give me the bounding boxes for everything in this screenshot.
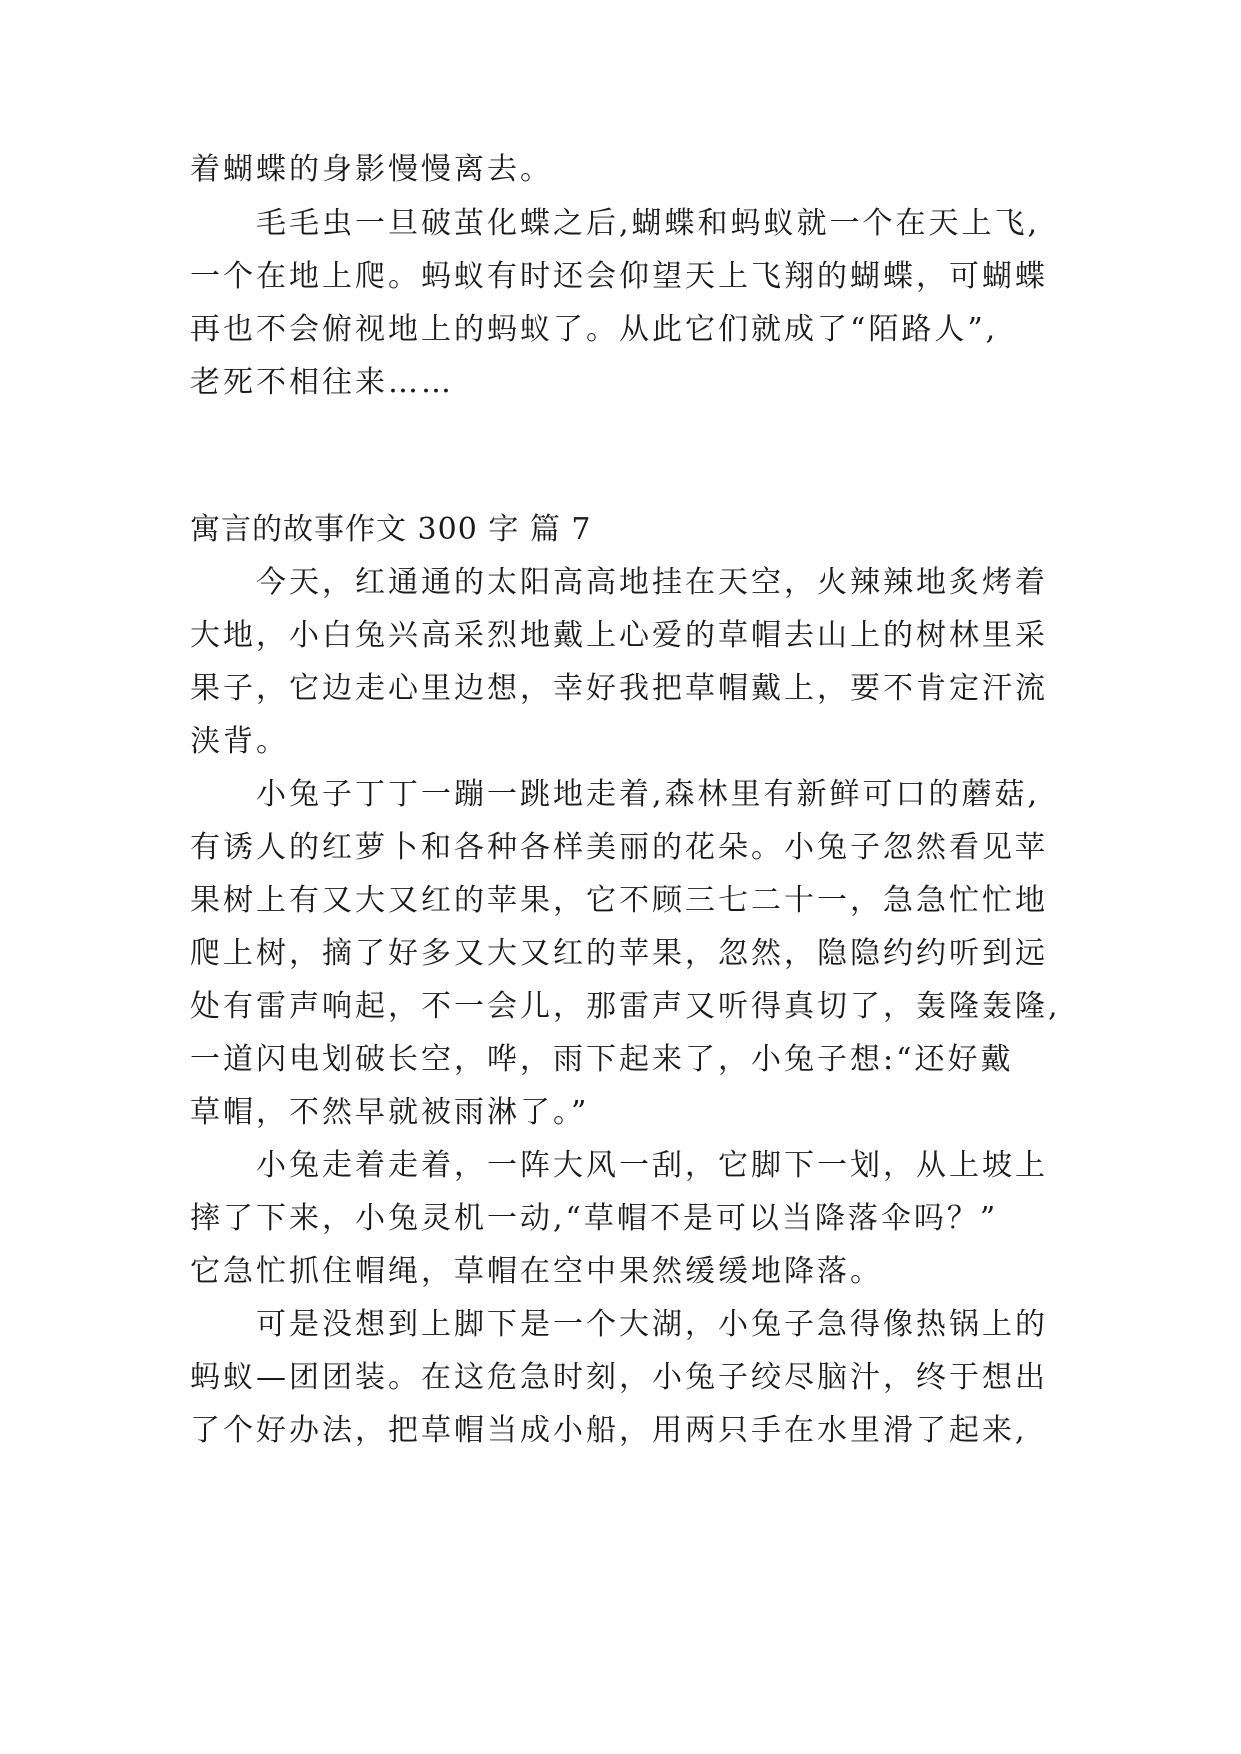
text-line: 蚂蚁—团团装。在这危急时刻，小兔子绞尽脑汁，终于想出 bbox=[190, 1360, 1048, 1395]
text-line: 一个在地上爬。蚂蚁有时还会仰望天上飞翔的蝴蝶，可蝴蝶 bbox=[190, 259, 1048, 294]
text-line: 爬上树，摘了好多又大又红的苹果，忽然，隐隐约约听到远 bbox=[190, 936, 1048, 971]
paragraph-start-line: 小兔走着走着，一阵大风一刮，它脚下一划，从上坡上 bbox=[256, 1148, 1048, 1183]
paragraph-start-line: 小兔子丁丁一蹦一跳地走着,森林里有新鲜可口的蘑菇, bbox=[256, 777, 1041, 812]
text-line: 大地，小白兔兴高采烈地戴上心爱的草帽去山上的树林里采 bbox=[190, 618, 1048, 653]
text-line: 老死不相往来…… bbox=[190, 365, 454, 400]
text-line: 再也不会俯视地上的蚂蚁了。从此它们就成了“陌路人”, bbox=[190, 312, 999, 347]
section-heading: 寓言的故事作文 300 字 篇 7 bbox=[190, 512, 592, 547]
paragraph-start-line: 可是没想到上脚下是一个大湖，小兔子急得像热锅上的 bbox=[256, 1307, 1048, 1342]
text-line: 处有雷声响起，不一会儿，那雷声又听得真切了，轰隆轰隆, bbox=[190, 989, 1061, 1024]
text-line: 它急忙抓住帽绳，草帽在空中果然缓缓地降落。 bbox=[190, 1254, 883, 1289]
paragraph-start-line: 毛毛虫一旦破茧化蝶之后,蝴蝶和蚂蚁就一个在天上飞, bbox=[256, 206, 1041, 241]
paragraph-start-line: 今天，红通通的太阳高高地挂在天空，火辣辣地炙烤着 bbox=[256, 565, 1048, 600]
text-line: 了个好办法，把草帽当成小船，用两只手在水里滑了起来, bbox=[190, 1413, 1028, 1448]
text-line: 果子，它边走心里边想，幸好我把草帽戴上，要不肯定汗流 bbox=[190, 671, 1048, 706]
text-line: 一道闪电划破长空，哗，雨下起来了，小兔子想:“还好戴 bbox=[190, 1042, 1014, 1077]
text-line: 着蝴蝶的身影慢慢离去。 bbox=[190, 152, 553, 187]
text-line: 浃背。 bbox=[190, 724, 289, 759]
text-line: 有诱人的红萝卜和各种各样美丽的花朵。小兔子忽然看见苹 bbox=[190, 830, 1048, 865]
text-line: 果树上有又大又红的苹果，它不顾三七二十一，急急忙忙地 bbox=[190, 883, 1048, 918]
text-line: 摔了下来，小兔灵机一动,“草帽不是可以当降落伞吗？” bbox=[190, 1201, 999, 1236]
text-line: 草帽，不然早就被雨淋了。” bbox=[190, 1095, 590, 1130]
